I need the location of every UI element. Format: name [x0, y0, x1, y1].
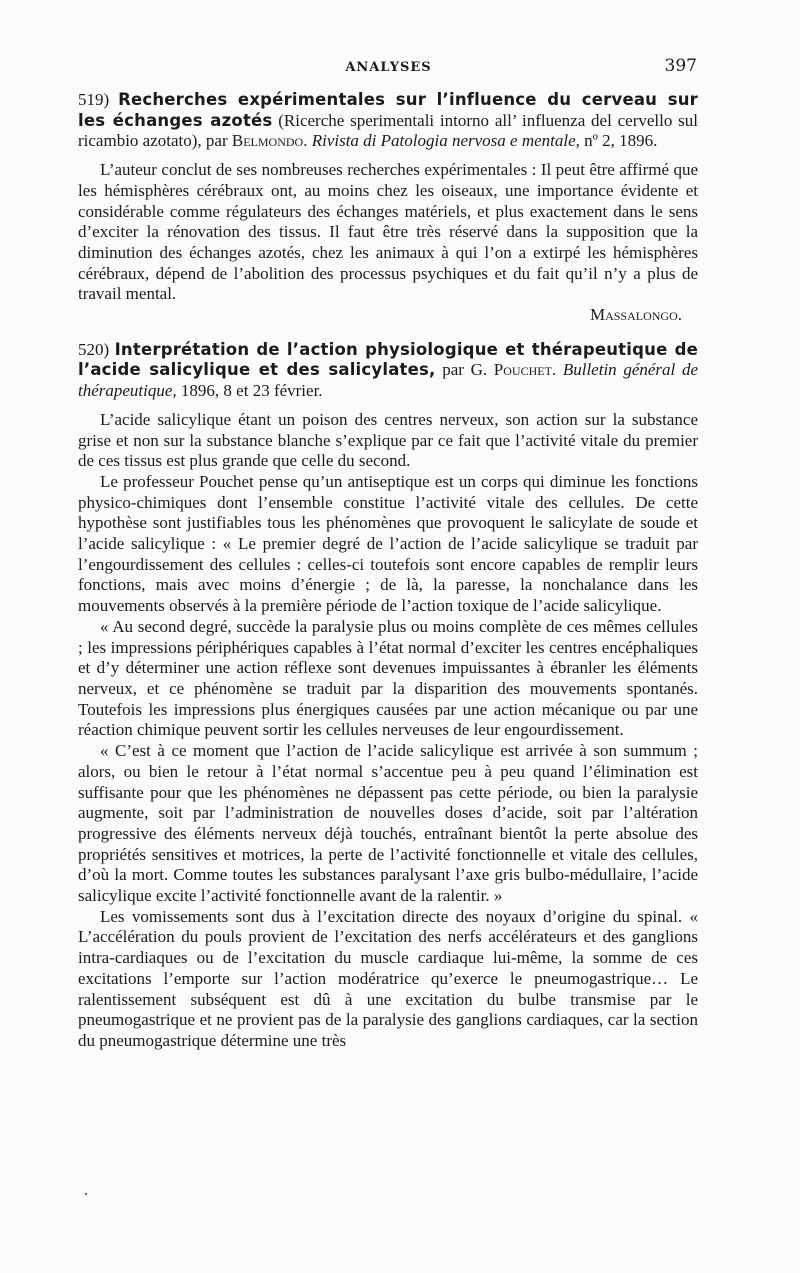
entry-journal: Bulletin général de thérapeutique,: [78, 360, 698, 401]
entry-title: Recherches expérimentales sur l’influence du cerveau sur les échanges azotés: [78, 90, 699, 130]
entry-paragraph: L’acide salicylique étant un poison des centres nerveux, son action sur la substance grise et non sur la substance blanche s’explique par ce fait que l’activité vitale du premier de ces tissus est plus grande que celle du second.: [78, 409, 698, 471]
entry-520: [78, 340, 698, 1052]
entry-journal: Rivista di Patologia nervosa e mentale,: [311, 131, 580, 151]
entry-number: 519): [78, 90, 110, 109]
entry-number: 520): [78, 339, 110, 359]
running-head: ANALYSES: [345, 60, 432, 75]
entry-paragraph: L’auteur conclut de ses nombreuses recherches expérimentales : Il peut être affirmé que les hémisphères cérébraux ont, au moins chez les oiseaux, une importance évidente et considérable comme régulateurs des échanges matériels, et plus exactement dans le sens d’exciter la rénovation des tissus. Il faut être très réservé dans la supposition que la diminution des échanges azotés, chez les animaux à qui l’on a extirpé les hémisphères cérébraux, dépend de l’abolition des processus psychiques et du fait qu’il n’y a plus de travail mental.: [78, 160, 698, 304]
running-header: [80, 56, 697, 82]
entry-heading: [78, 90, 698, 152]
entry-author: Belmondo.: [231, 131, 308, 151]
entry-citation: nº 2, 1896.: [579, 131, 658, 151]
entry-signature: Massalongo.: [589, 305, 682, 325]
page-number: 397: [664, 56, 697, 76]
entry-original-title: (Ricerche sperimentali intorno all’ influenza del cervello sul ricambio azotato), par: [78, 110, 698, 151]
entry-paragraph: Le professeur Pouchet pense qu’un antiseptique est un corps qui diminue les fonctions physico-chimiques dont l’ensemble constitue l’activité vitale des cellules. De cette hypothèse sont justifiables tous les phénomènes que provoquent le salicylate de soude et l’acide salicylique : « Le premier degré de l’action de l’acide salicylique se traduit par l’engourdissement des cellules : celles-ci toutefois sont encore capables de remplir leurs fonctions, mais avec moins d’énergie ; de là, la paresse, la nonchalance dans les mouvements observés à la première période de l’action toxique de l’acide salicylique.: [78, 471, 698, 616]
entry-byline: par G.: [435, 360, 494, 380]
entry-paragraph: « Au second degré, succède la paralysie plus ou moins complète de ces mêmes cellules ; les impressions périphériques capables à l’état normal d’exciter les centres encéphaliques et d’y déterminer une action réflexe sont devenues impuissantes à ébranler les éléments nerveux, et ce phénomène se traduit par la disparition des mouvements spontanés. Toutefois les impressions plus énergiques causées par une action mécanique ou par une réaction chimique peuvent sortir les cellules nerveuses de leur engourdissement.: [78, 616, 698, 740]
page-speck: [85, 1193, 87, 1195]
entry-paragraph: « C’est à ce moment que l’action de l’acide salicylique est arrivée à son summum ; alors, ou bien le retour à l’état normal s’accentue peu à peu quand l’élimination est suffisante pour que les phénomènes ne dépassent pas cette période, ou bien la paralysie augmente, soit par l’administration de nouvelles doses d’acide, soit par l’altération progressive des éléments nerveux déjà touchés, entraînant bientôt la perte absolue des propriétés sensitives et motrices, la perte de l’activité fonctionnelle et vitale des cellules, d’où la mort. Comme toutes les substances paralysant l’axe gris bulbo-médullaire, l’acide salicylique excite l’activité fonctionnelle avant de la ralentir. »: [78, 741, 698, 906]
page-body: [78, 90, 698, 1052]
entry-heading: [78, 340, 698, 402]
entry-citation: 1896, 8 et 23 février.: [176, 381, 323, 401]
entry-519: [78, 90, 698, 326]
entry-author: Pouchet.: [493, 360, 557, 380]
entry-title: Interprétation de l’action physiologique et thérapeutique de l’acide salicylique et des salicylates,: [78, 339, 698, 380]
entry-paragraph: Les vomissements sont dus à l’excitation directe des noyaux d’origine du spinal. « L’accélération du pouls provient de l’excitation des nerfs accélérateurs et des ganglions intra-cardiaques ou de l’excitation du muscle cardiaque lui-même, la somme de ces excitations l’emporte sur l’action modératrice qu’exerce le pneumogastrique… Le ralentissement subséquent est dû à une excitation du bulbe transmise par le pneumogastrique et ne provient pas de la paralysie des ganglions cardiaques, car la section du pneumogastrique détermine une très: [78, 906, 698, 1050]
